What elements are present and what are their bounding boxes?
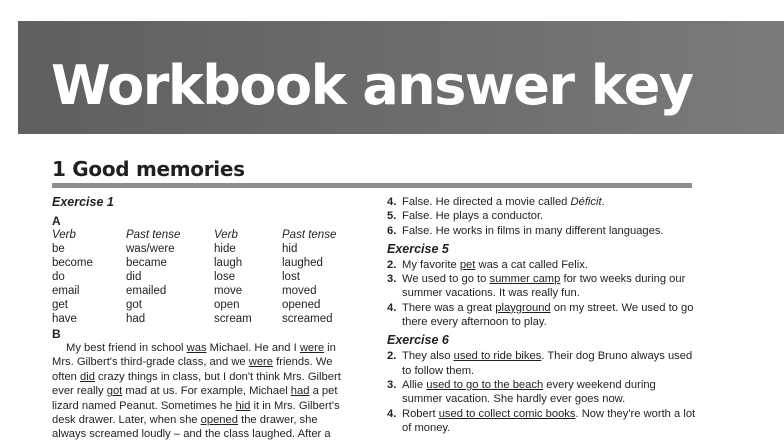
verb-cell: emailed	[126, 285, 167, 297]
verb-cell: laugh	[214, 257, 243, 269]
verb-cell: had	[126, 313, 146, 325]
verb-cell: did	[126, 271, 142, 283]
exercise-5-title: Exercise 5	[387, 241, 449, 256]
verb-cell: move	[214, 285, 243, 297]
exercise-1-title: Exercise 1	[52, 195, 114, 209]
list-item: 5. False. He plays a conductor.	[387, 210, 544, 223]
verb-table-header: Verb	[52, 229, 76, 241]
section-divider	[52, 183, 692, 188]
part-a-label: A	[52, 214, 61, 228]
list-item: 3. Allie used to go to the beach every weekend during summer vacation. She hardly ever goes now.	[387, 378, 656, 406]
verb-cell: scream	[214, 313, 252, 325]
list-item: 4. Robert used to collect comic books. Now they're worth a lot of money.	[387, 407, 696, 434]
verb-cell: open	[214, 299, 240, 311]
verb-cell: moved	[282, 285, 317, 297]
part-b-label: B	[52, 327, 61, 341]
verb-cell: became	[126, 257, 167, 269]
verb-cell: do	[52, 271, 65, 283]
verb-cell: lose	[214, 271, 236, 283]
page-title: Workbook answer key	[51, 54, 693, 117]
verb-cell: lost	[282, 271, 300, 283]
part-b-paragraph: My best friend in school was Michael. He and I were in Mrs. Gilbert's third-grade class, and we were friends. We often did crazy things in class, but I don't think Mrs. Gilbert ever really got mad at us. For example, Michael had a pet lizard named Peanut. Sometimes he hid it in Mrs. Gilbert's desk drawer. Later, when she opened the drawer, she always screamed loudly – and the class laughed. After a	[52, 342, 341, 441]
verb-cell: was/were	[126, 243, 175, 255]
right-column	[387, 195, 697, 435]
verb-table	[52, 228, 352, 326]
verb-cell: email	[52, 285, 80, 297]
verb-table-header: Past tense	[126, 229, 181, 241]
verb-cell: hid	[282, 243, 298, 255]
list-item: 4. There was a great playground on my street. We used to go there every afternoon to play.	[387, 301, 694, 329]
verb-cell: screamed	[282, 313, 333, 325]
left-column	[52, 195, 352, 442]
verb-cell: hide	[214, 243, 236, 255]
verb-cell: have	[52, 313, 77, 325]
verb-table-header: Past tense	[282, 229, 337, 241]
verb-cell: get	[52, 299, 68, 311]
verb-cell: got	[126, 299, 142, 311]
header-banner	[18, 21, 784, 134]
list-item: 2. My favorite pet was a cat called Felix.	[387, 258, 588, 271]
list-item: 4. False. He directed a movie called Déficit.	[387, 196, 605, 208]
list-item: 6. False. He works in films in many different languages.	[387, 224, 664, 237]
exercise-6-title: Exercise 6	[387, 333, 449, 348]
verb-cell: laughed	[282, 257, 323, 269]
list-item: 3. We used to go to summer camp for two weeks during our summer vacations. It was really fun.	[387, 273, 686, 300]
verb-cell: opened	[282, 299, 321, 311]
verb-cell: become	[52, 257, 93, 269]
unit-title: 1 Good memories	[52, 157, 245, 181]
list-item: 2. They also used to ride bikes. Their dog Bruno always used to follow them.	[387, 350, 693, 377]
verb-cell: be	[52, 243, 65, 255]
verb-table-header: Verb	[214, 229, 238, 241]
